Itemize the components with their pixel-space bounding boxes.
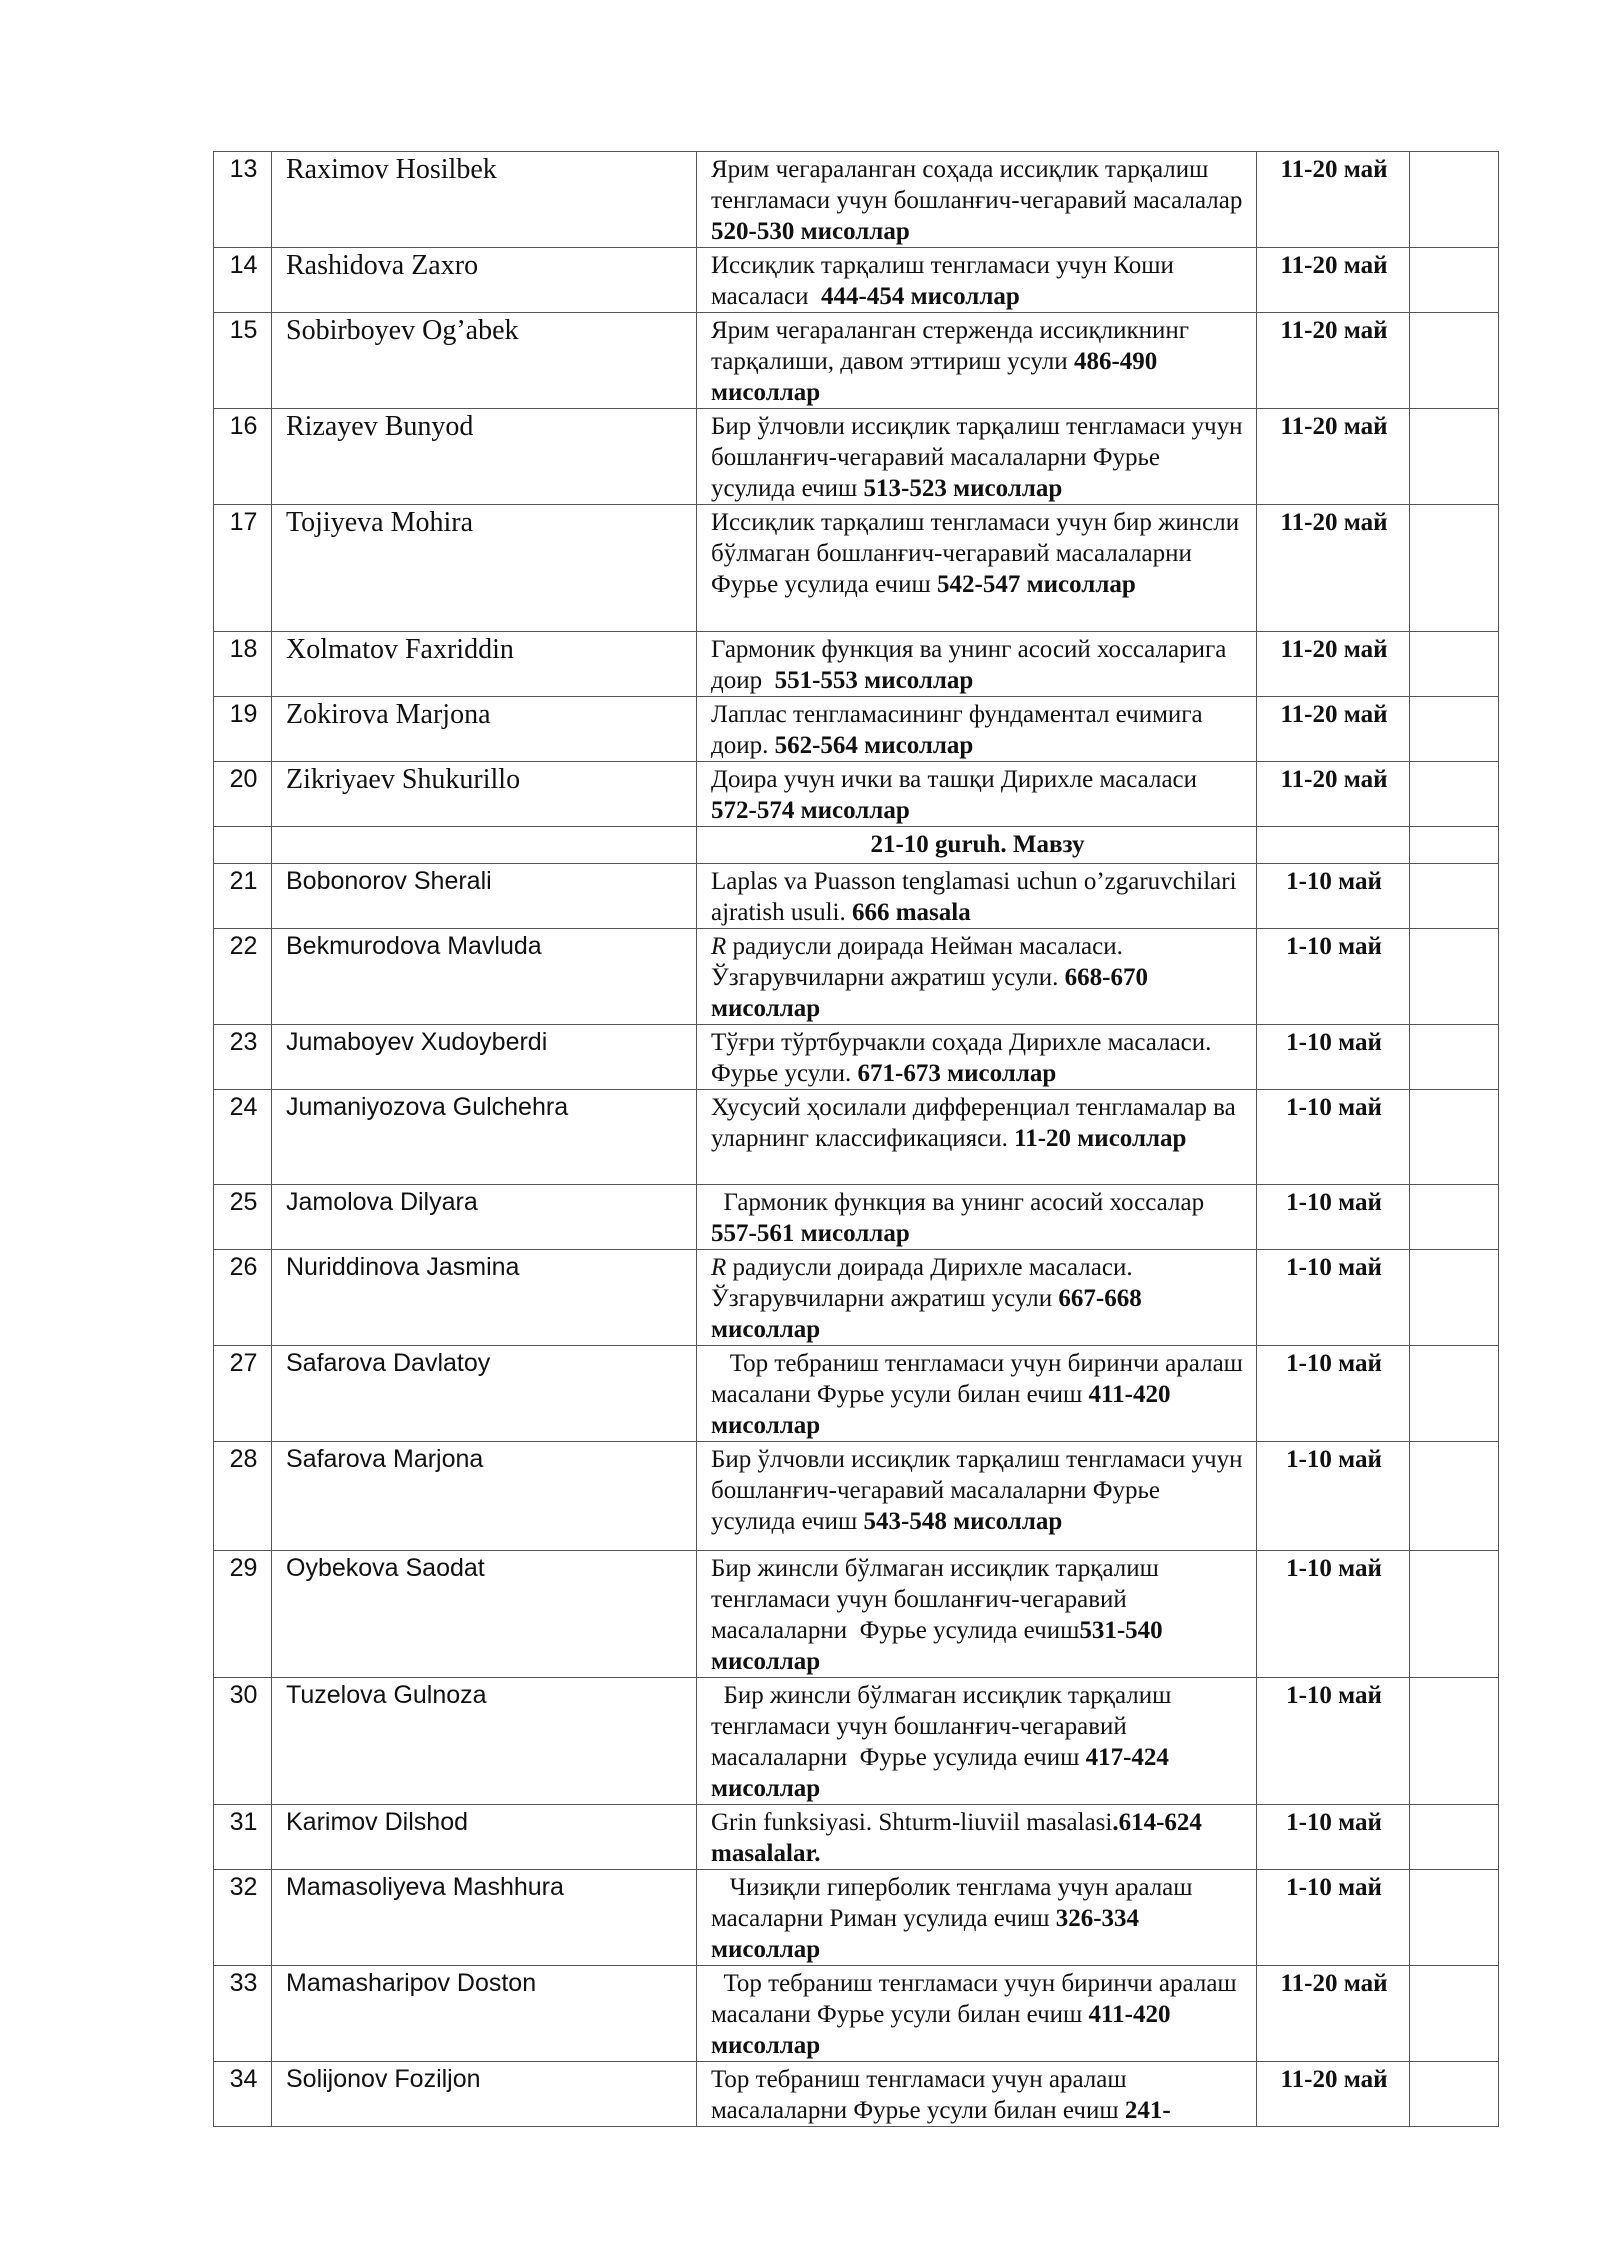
empty-cell	[1410, 1870, 1499, 1966]
deadline-date: 1-10 май	[1257, 1805, 1410, 1870]
table-row	[214, 632, 1499, 697]
group-cell-num	[214, 827, 272, 864]
student-name: Solijonov Foziljon	[272, 2062, 697, 2127]
row-number: 34	[214, 2062, 272, 2127]
table-row	[214, 152, 1499, 248]
deadline-date: 11-20 май	[1257, 505, 1410, 632]
group-cell-extra	[1410, 827, 1499, 864]
row-number: 33	[214, 1966, 272, 2062]
empty-cell	[1410, 1250, 1499, 1346]
task-exercise-range: 444-454 мисоллар	[821, 283, 1020, 310]
row-number: 25	[214, 1185, 272, 1250]
student-name: Raximov Hosilbek	[272, 152, 697, 248]
table-row	[214, 1805, 1499, 1870]
empty-cell	[1410, 1678, 1499, 1805]
task-text: Иссиқлик тарқалиш тенгламаси учун бир жинсли бўлмаган бошланғич-чегаравий масалаларни Фурье усулида ечиш	[711, 509, 1246, 598]
empty-cell	[1410, 632, 1499, 697]
task-exercise-range: 417-424 мисоллар	[711, 1744, 1169, 1802]
empty-cell	[1410, 409, 1499, 505]
deadline-date: 1-10 май	[1257, 1025, 1410, 1090]
task-description	[697, 864, 1257, 929]
deadline-date: 11-20 май	[1257, 1966, 1410, 2062]
table-row	[214, 1185, 1499, 1250]
task-exercise-range: 562-564 мисоллар	[774, 732, 974, 759]
deadline-date: 11-20 май	[1257, 152, 1410, 248]
task-description	[697, 152, 1257, 248]
task-exercise-range: 411-420 мисоллар	[711, 1381, 1171, 1439]
empty-cell	[1410, 313, 1499, 409]
task-exercise-range: .614-624 masalalar.	[711, 1809, 1202, 1867]
row-number: 23	[214, 1025, 272, 1090]
student-name: Safarova Marjona	[272, 1442, 697, 1551]
empty-cell	[1410, 152, 1499, 248]
student-name: Xolmatov Faxriddin	[272, 632, 697, 697]
student-name: Mamasharipov Doston	[272, 1966, 697, 2062]
task-description	[697, 1090, 1257, 1185]
empty-cell	[1410, 505, 1499, 632]
row-number: 19	[214, 697, 272, 762]
task-text: Бир ўлчовли иссиқлик тарқалиш тенгламаси учун бошланғич-чегаравий масалаларни Фурье усулида ечиш	[711, 413, 1249, 502]
table-row	[214, 1346, 1499, 1442]
table-row	[214, 1025, 1499, 1090]
task-text: Иссиқлик тарқалиш тенгламаси учун Коши масаласи	[711, 252, 1181, 310]
row-number: 16	[214, 409, 272, 505]
group-cell-date	[1257, 827, 1410, 864]
deadline-date: 1-10 май	[1257, 1551, 1410, 1678]
task-exercise-range: 572-574 мисоллар	[711, 797, 910, 824]
student-name: Karimov Dilshod	[272, 1805, 697, 1870]
deadline-date: 1-10 май	[1257, 1185, 1410, 1250]
task-text: Laplas va Puasson tenglamasi uchun o’zgaruvchilari ajratish usuli.	[711, 868, 1243, 926]
task-exercise-range: 668-670 мисоллар	[711, 964, 1148, 1022]
table-row	[214, 409, 1499, 505]
row-number: 18	[214, 632, 272, 697]
empty-cell	[1410, 1551, 1499, 1678]
task-text: Ярим чегараланган соҳада иссиқлик тарқалиш тенгламаси учун бошланғич-чегаравий масалалар	[711, 156, 1249, 214]
task-description	[697, 1346, 1257, 1442]
table-row	[214, 2062, 1499, 2127]
row-number: 27	[214, 1346, 272, 1442]
task-description	[697, 2062, 1257, 2127]
row-number: 32	[214, 1870, 272, 1966]
task-text: Доира учун ички ва ташқи Дирихле масаласи	[711, 766, 1204, 793]
table-row	[214, 762, 1499, 827]
table-row	[214, 1090, 1499, 1185]
student-name: Sobirboyev Og’abek	[272, 313, 697, 409]
task-description	[697, 1870, 1257, 1966]
task-text: Бир жинсли бўлмаган иссиқлик тарқалиш тенгламаси учун бошланғич-чегаравий масалаларни Фурье усулида ечиш	[711, 1555, 1166, 1644]
task-description	[697, 313, 1257, 409]
row-number: 30	[214, 1678, 272, 1805]
empty-cell	[1410, 762, 1499, 827]
table-row	[214, 1678, 1499, 1805]
task-exercise-range: 241-	[1124, 2097, 1171, 2124]
table-body-group-1	[214, 152, 1499, 827]
row-number: 13	[214, 152, 272, 248]
deadline-date: 1-10 май	[1257, 1678, 1410, 1805]
row-number: 20	[214, 762, 272, 827]
deadline-date: 1-10 май	[1257, 1870, 1410, 1966]
empty-cell	[1410, 929, 1499, 1025]
task-text: Бир ўлчовли иссиқлик тарқалиш тенгламаси учун бошланғич-чегаравий масалаларни Фурье усулида ечиш	[711, 1446, 1249, 1535]
row-number: 28	[214, 1442, 272, 1551]
empty-cell	[1410, 1805, 1499, 1870]
empty-cell	[1410, 697, 1499, 762]
row-number: 14	[214, 248, 272, 313]
deadline-date: 1-10 май	[1257, 1442, 1410, 1551]
task-exercise-range: 520-530 мисоллар	[711, 218, 910, 245]
deadline-date: 1-10 май	[1257, 929, 1410, 1025]
task-exercise-range: 551-553 мисоллар	[774, 667, 974, 694]
task-exercise-range: 531-540 мисоллар	[711, 1617, 1163, 1675]
deadline-date: 1-10 май	[1257, 1090, 1410, 1185]
task-exercise-range: 411-420 мисоллар	[711, 2001, 1171, 2059]
row-number: 31	[214, 1805, 272, 1870]
empty-cell	[1410, 248, 1499, 313]
task-description	[697, 632, 1257, 697]
task-text: Гармоник функция ва унинг асосий хоссаларига доир	[711, 636, 1233, 694]
task-text: Хусусий ҳосилали дифференциал тенгламалар ва уларнинг классификацияси.	[711, 1094, 1243, 1152]
table-row	[214, 1966, 1499, 2062]
table-row	[214, 1250, 1499, 1346]
task-description	[697, 1966, 1257, 2062]
task-lead-symbol: R	[711, 933, 727, 960]
task-description	[697, 1551, 1257, 1678]
student-name: Tuzelova Gulnoza	[272, 1678, 697, 1805]
group-title: 21-10 guruh. Мавзу	[697, 827, 1257, 864]
student-name: Oybekova Saodat	[272, 1551, 697, 1678]
student-name: Tojiyeva Mohira	[272, 505, 697, 632]
row-number: 24	[214, 1090, 272, 1185]
student-name: Bobonorov Sherali	[272, 864, 697, 929]
empty-cell	[1410, 1185, 1499, 1250]
table-row	[214, 313, 1499, 409]
task-description	[697, 248, 1257, 313]
table-row	[214, 864, 1499, 929]
table-body-group-2	[214, 864, 1499, 2127]
task-text: Тор тебраниш тенгламаси учун биринчи аралаш масалани Фурье усули билан ечиш	[711, 1970, 1243, 2028]
deadline-date: 1-10 май	[1257, 864, 1410, 929]
empty-cell	[1410, 864, 1499, 929]
empty-cell	[1410, 1025, 1499, 1090]
task-description	[697, 1185, 1257, 1250]
task-text: радиусли доирада Дирихле масаласи. Ўзгарувчиларни ажратиш усули	[711, 1254, 1139, 1312]
task-text: Бир жинсли бўлмаган иссиқлик тарқалиш тенгламаси учун бошланғич-чегаравий масалаларни Фурье усулида ечиш	[711, 1682, 1178, 1771]
student-name: Jumaniyozova Gulchehra	[272, 1090, 697, 1185]
table-row	[214, 1551, 1499, 1678]
deadline-date: 1-10 май	[1257, 1346, 1410, 1442]
row-number: 21	[214, 864, 272, 929]
table-row	[214, 505, 1499, 632]
task-description	[697, 762, 1257, 827]
task-text: Чизиқли гиперболик тенглама учун аралаш масаларни Риман усулида ечиш	[711, 1874, 1199, 1932]
student-name: Mamasoliyeva Mashhura	[272, 1870, 697, 1966]
task-description	[697, 1250, 1257, 1346]
task-text: радиусли доирада Нейман масаласи. Ўзгарувчиларни ажратиш усули.	[711, 933, 1130, 991]
table-row	[214, 1870, 1499, 1966]
task-exercise-range: 671-673 мисоллар	[857, 1060, 1057, 1087]
task-exercise-range: 557-561 мисоллар	[711, 1220, 910, 1247]
task-text: Grin funksiyasi. Shturm-liuviil masalasi	[711, 1809, 1113, 1836]
deadline-date: 1-10 май	[1257, 1250, 1410, 1346]
deadline-date: 11-20 май	[1257, 2062, 1410, 2127]
task-exercise-range: 543-548 мисоллар	[863, 1508, 1063, 1535]
task-description	[697, 697, 1257, 762]
task-description	[697, 1442, 1257, 1551]
task-description	[697, 1805, 1257, 1870]
task-exercise-range: 513-523 мисоллар	[863, 475, 1063, 502]
task-exercise-range: 542-547 мисоллар	[937, 571, 1136, 598]
task-text: Тўғри тўртбурчакли соҳада Дирихле масаласи. Фурье усули.	[711, 1029, 1218, 1087]
table-body-group-header	[214, 827, 1499, 864]
student-name: Zokirova Marjona	[272, 697, 697, 762]
task-description	[697, 1025, 1257, 1090]
group-cell-name	[272, 827, 697, 864]
task-exercise-range: 486-490 мисоллар	[711, 348, 1158, 406]
deadline-date: 11-20 май	[1257, 697, 1410, 762]
task-text: Ярим чегараланган стерженда иссиқликнинг тарқалиши, давом эттириш усули	[711, 317, 1196, 375]
task-exercise-range: 667-668 мисоллар	[711, 1285, 1142, 1343]
task-description	[697, 1678, 1257, 1805]
assignment-table	[213, 151, 1499, 2127]
task-description	[697, 409, 1257, 505]
table-row	[214, 929, 1499, 1025]
empty-cell	[1410, 1090, 1499, 1185]
empty-cell	[1410, 1442, 1499, 1551]
group-header-row	[214, 827, 1499, 864]
student-name: Rashidova Zaxro	[272, 248, 697, 313]
student-name: Zikriyaev Shukurillo	[272, 762, 697, 827]
task-text: Тор тебраниш тенгламаси учун аралаш масалаларни Фурье усули билан ечиш	[711, 2066, 1133, 2124]
empty-cell	[1410, 1346, 1499, 1442]
task-description	[697, 505, 1257, 632]
task-description	[697, 929, 1257, 1025]
deadline-date: 11-20 май	[1257, 632, 1410, 697]
task-lead-symbol: R	[711, 1254, 727, 1281]
task-text: Гармоник функция ва унинг асосий хоссалар	[711, 1189, 1211, 1216]
row-number: 17	[214, 505, 272, 632]
student-name: Bekmurodova Mavluda	[272, 929, 697, 1025]
table-row	[214, 697, 1499, 762]
student-name: Rizayev Bunyod	[272, 409, 697, 505]
student-name: Nuriddinova Jasmina	[272, 1250, 697, 1346]
student-name: Jumaboyev Xudoyberdi	[272, 1025, 697, 1090]
deadline-date: 11-20 май	[1257, 248, 1410, 313]
task-text: Лаплас тенгламасининг фундаментал ечимига доир.	[711, 701, 1209, 759]
deadline-date: 11-20 май	[1257, 409, 1410, 505]
table-row	[214, 248, 1499, 313]
row-number: 29	[214, 1551, 272, 1678]
task-exercise-range: 666 masala	[851, 899, 971, 926]
row-number: 22	[214, 929, 272, 1025]
student-name: Safarova Davlatoy	[272, 1346, 697, 1442]
empty-cell	[1410, 2062, 1499, 2127]
student-name: Jamolova Dilyara	[272, 1185, 697, 1250]
deadline-date: 11-20 май	[1257, 313, 1410, 409]
task-exercise-range: 11-20 мисоллар	[1014, 1125, 1187, 1152]
empty-cell	[1410, 1966, 1499, 2062]
task-text: Тор тебраниш тенгламаси учун биринчи аралаш масалани Фурье усули билан ечиш	[711, 1350, 1250, 1408]
row-number: 26	[214, 1250, 272, 1346]
table-row	[214, 1442, 1499, 1551]
task-exercise-range: 326-334 мисоллар	[711, 1905, 1140, 1963]
deadline-date: 11-20 май	[1257, 762, 1410, 827]
row-number: 15	[214, 313, 272, 409]
